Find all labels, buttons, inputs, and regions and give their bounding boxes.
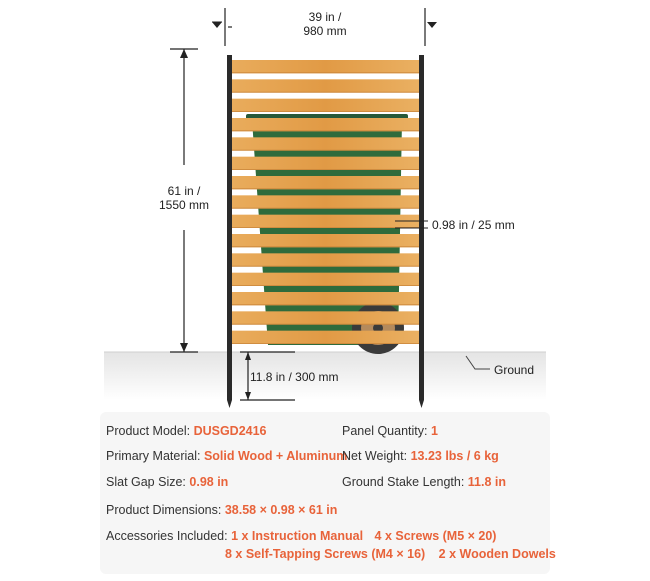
wood-slat — [232, 99, 419, 112]
spec-material-label: Primary Material: — [106, 449, 201, 463]
wood-slat — [232, 195, 419, 208]
stake-label: 11.8 in / 300 mm — [250, 370, 339, 384]
slat-gap-label: 0.98 in / 25 mm — [432, 218, 515, 232]
spec-gap-label: Slat Gap Size: — [106, 475, 186, 489]
wood-slat — [232, 157, 419, 170]
spec-accessory-4: 2 x Wooden Dowels — [438, 547, 556, 561]
spec-dimensions — [106, 503, 337, 518]
spec-material — [106, 449, 347, 464]
height-in: 61 in / — [167, 184, 201, 198]
spec-weight — [342, 449, 499, 464]
spec-accessory-3: 8 x Self-Tapping Screws (M4 × 16) — [225, 547, 426, 561]
spec-weight-value: 13.23 lbs / 6 kg — [410, 449, 499, 463]
spec-accessories-label: Accessories Included: — [106, 529, 228, 543]
spec-stake-label: Ground Stake Length: — [342, 475, 465, 489]
wood-slat — [232, 331, 419, 344]
height-label — [148, 184, 220, 212]
wood-slat — [232, 176, 419, 189]
spec-material-value: Solid Wood + Aluminum — [203, 449, 348, 463]
wood-slat — [232, 234, 419, 247]
spec-weight-label: Net Weight: — [342, 449, 408, 463]
spec-gap — [106, 475, 228, 490]
width-in: 39 in / — [308, 10, 342, 24]
wood-slat — [232, 118, 419, 131]
spec-gap-value: 0.98 in — [189, 475, 229, 489]
wood-slat — [232, 215, 419, 228]
spec-model — [106, 424, 267, 439]
spec-dimensions-value: 38.58 × 0.98 × 61 in — [224, 503, 338, 517]
ground-label: Ground — [494, 363, 535, 377]
spec-quantity-label: Panel Quantity: — [342, 424, 428, 438]
wood-slat — [232, 79, 419, 92]
spec-dimensions-label: Product Dimensions: — [106, 503, 222, 517]
wood-slat — [232, 273, 419, 286]
spec-accessories — [106, 529, 496, 544]
width-label — [285, 10, 365, 38]
width-mm: 980 mm — [303, 24, 347, 38]
specs-panel — [100, 412, 556, 574]
height-mm: 1550 mm — [158, 198, 210, 212]
spec-accessories-cont — [225, 547, 556, 562]
wood-slat — [232, 311, 419, 324]
spec-quantity — [342, 424, 438, 439]
wood-slat — [232, 292, 419, 305]
spec-stake-value: 11.8 in — [467, 475, 507, 489]
spec-model-value: DUSGD2416 — [193, 424, 267, 438]
spec-quantity-value: 1 — [430, 424, 438, 438]
spec-stake — [342, 475, 506, 490]
wood-slat — [232, 60, 419, 73]
spec-model-label: Product Model: — [106, 424, 191, 438]
spec-accessory-2: 4 x Screws (M5 × 20) — [374, 529, 497, 543]
wood-slat — [232, 137, 419, 150]
spec-accessory-1: 1 x Instruction Manual — [231, 529, 364, 543]
wooden-slats — [232, 60, 419, 344]
wood-slat — [232, 253, 419, 266]
left-post — [227, 55, 232, 400]
